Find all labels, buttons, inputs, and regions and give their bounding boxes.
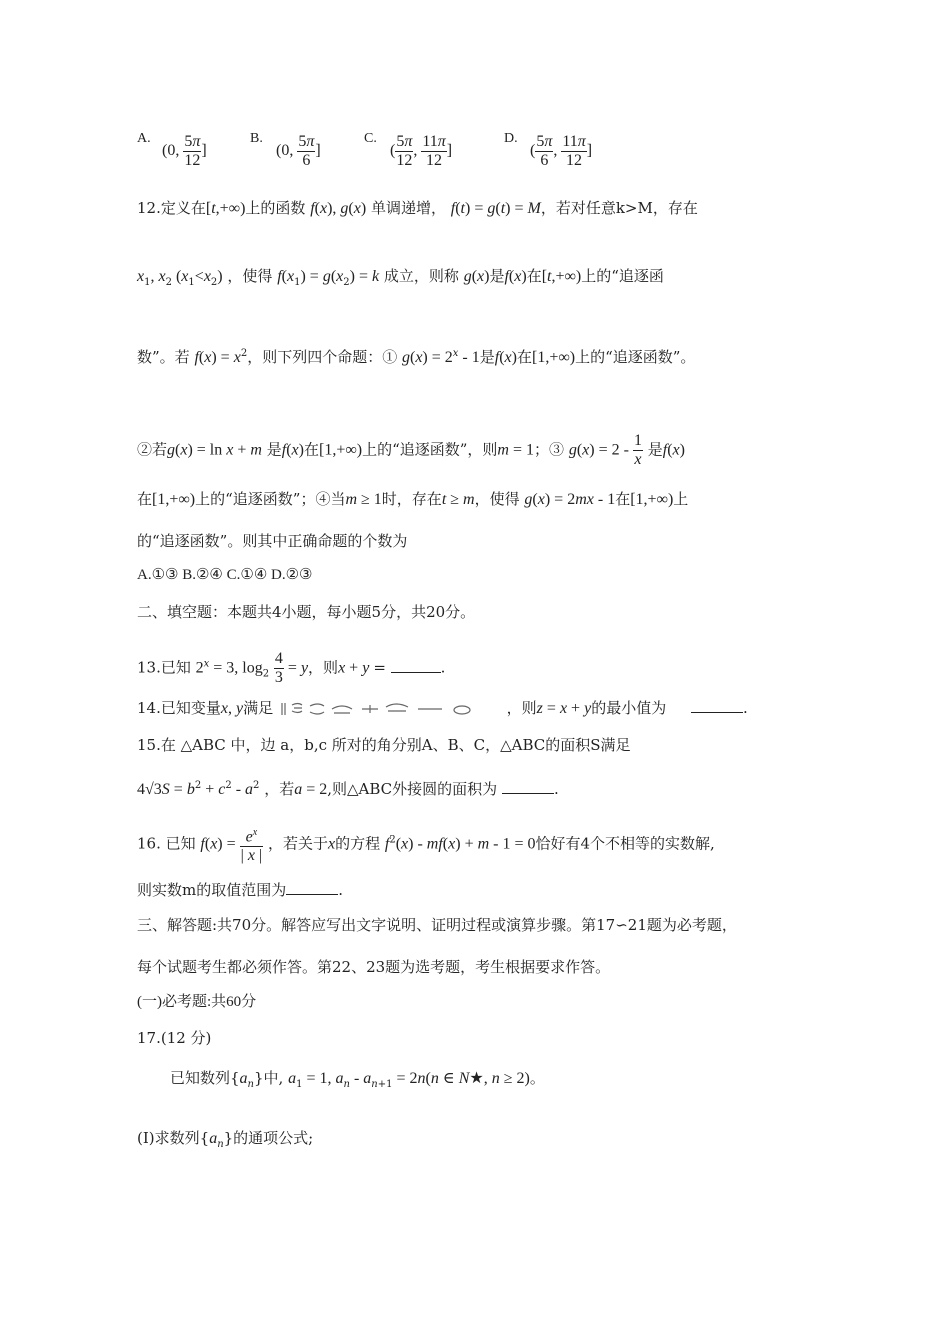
text: 上的函数	[245, 199, 306, 217]
text: .	[440, 658, 446, 677]
section-2-heading: 二、填空题：本题共4小题，每小题5分，共20分。	[137, 603, 476, 621]
text: 在	[137, 490, 153, 508]
text: }中,	[254, 1069, 284, 1087]
option-a-interval: (0, $\frac{5\pi}{12}$ ]	[162, 133, 207, 169]
q17-title: 17.(12 分)	[137, 1029, 212, 1047]
text: ，使得	[474, 490, 520, 508]
q14: 14.已知变量x, y满足 ，则z = x + y的最小值为 .	[137, 699, 748, 717]
option-b-label: B.	[250, 131, 263, 146]
text: 的最小值为	[591, 699, 667, 717]
option-d-label: D.	[504, 131, 518, 146]
option-d-interval: ( $\frac{5\pi}{6}$ , $\frac{11\pi}{12}$ ]	[530, 133, 593, 169]
text: ，若	[264, 780, 295, 798]
text: 16. 已知	[137, 834, 196, 853]
text: ,则△ABC外接圆的面积为	[327, 780, 498, 798]
answer-blank	[286, 880, 338, 895]
q15-line-1: 15.在 △ABC 中，边 a，b,c 所对的角分别A、B、C，△ABC的面积S满足	[137, 736, 631, 754]
text: ，则	[308, 658, 339, 677]
q16-line-1: 16. 已知 f(x) = $\frac{e^x}{| x |}$ ，若关于x的方程 $f^2(x) - mf(x) + m - 1 = 0$恰好有4个不相等的实数解,	[137, 824, 715, 865]
text: ，则下列四个命题：①	[247, 348, 398, 366]
text: 恰好有4个不相等的实数解,	[535, 834, 715, 853]
text: 在	[303, 440, 319, 459]
option-a-label: A.	[137, 131, 151, 146]
garbled-constraint-image	[278, 701, 502, 717]
text: 则实数m的取值范围为	[137, 881, 287, 899]
text: 在	[526, 267, 542, 285]
text: ，若关于	[267, 834, 328, 853]
text: 在	[516, 348, 532, 366]
text: ，若对任意k>M，存在	[540, 199, 698, 217]
q17-statement: 已知数列$\{a_n\}$中, $a_1 = 1$, $a_n - a_{n+1} = 2n(n$ ∈ N★, n ≥ 2)。	[170, 1069, 545, 1090]
text: 是	[479, 348, 495, 366]
text: 成立，则称	[383, 267, 459, 285]
text: =	[373, 658, 386, 677]
q12-line-4: ②若g(x) = ln x + m 是f(x)在[1,+∞)上的“追逐函数”，则m = 1；③ g(x) = 2 - $\frac{1}{x}$ 是f(x)	[137, 432, 685, 468]
text: 数”。若	[137, 348, 190, 366]
text: 12.定义在	[137, 199, 206, 217]
answer-blank	[391, 658, 441, 673]
text: 单调递增，	[370, 199, 446, 217]
text: 是	[266, 440, 282, 459]
text: ②若	[137, 440, 168, 459]
section-3-line-2: 每个试题考生都必须作答。第22、23题为选考题，考生根据要求作答。	[137, 958, 611, 976]
q12-line-5: 在[1,+∞)上的“追逐函数”；④当m ≥ 1时，存在t ≥ m，使得 g(x) = 2mx - 1在[1,+∞)上	[137, 490, 689, 508]
section-3-line-1: 三、解答题:共70分。解答应写出文字说明、证明过程或演算步骤。第17∽21题为必考题，	[137, 916, 737, 934]
text: ，使得	[227, 267, 273, 285]
q12-line-6: 的“追逐函数”。则其中正确命题的个数为	[137, 532, 408, 550]
text: 是	[489, 267, 505, 285]
text: 在	[615, 490, 631, 508]
option-c-interval: ( $\frac{5\pi}{12}$ , $\frac{11\pi}{12}$ ]	[390, 133, 453, 169]
q16-line-2	[137, 880, 343, 900]
text: 上的“追逐函数”，则	[362, 440, 498, 459]
text: ；③	[534, 440, 565, 459]
text: 的方程	[335, 834, 381, 853]
text: 上	[673, 490, 689, 508]
text: 上的“追逐函数”。	[575, 348, 696, 366]
q12-line-3: 数”。若 $f(x) = x^2$，则下列四个命题：① $g(x) = 2^x - 1$是f(x)在[1,+∞)上的“追逐函数”。	[137, 348, 696, 366]
q12-line-2: $x_1$, $x_2$ $(x_1<x_2)$ ，使得 $f(x_1) = g(x_2) = k$ 成立，则称 g(x)是f(x)在[t,+∞)上的“追逐函	[137, 267, 664, 288]
text: 13.已知	[137, 658, 191, 677]
required-heading: (一)必考题:共60分	[137, 994, 257, 1010]
text: .	[338, 881, 344, 899]
answer-blank	[502, 779, 554, 794]
text: 14.已知变量	[137, 699, 221, 717]
answer-blank	[691, 698, 743, 713]
text: .	[553, 780, 559, 798]
option-b-interval: (0, $\frac{5\pi}{6}$ ]	[276, 133, 321, 169]
text: 是	[647, 440, 663, 459]
text: 时，存在	[381, 490, 442, 508]
option-c-label: C.	[364, 131, 377, 146]
text: 上的“追逐函	[581, 267, 664, 285]
q15-line-2: $4√3S = b^2 + c^2 - a^2$ ，若a = 2,则△ABC外接圆的面积为 .	[137, 780, 559, 798]
text: 。	[529, 1069, 545, 1087]
text: .	[742, 699, 748, 717]
q12-options: A.①③ B.②④ C.①④ D.②③	[137, 567, 313, 583]
text: 满足	[243, 699, 274, 717]
text: (I)求数列{	[137, 1129, 210, 1147]
text: 上的“追逐函数”；④当	[195, 490, 346, 508]
text: }的通项公式;	[223, 1129, 314, 1147]
q13: 13.已知 $2^x = 3$, $\log_2$ $\frac{4}{3}$ = y，则x + y = .	[137, 650, 446, 686]
text: ，则	[506, 699, 537, 717]
text: 已知数列{	[170, 1069, 240, 1087]
q17-part-1: (I)求数列$\{a_n\}$的通项公式;	[137, 1129, 314, 1150]
q12-line-1: 12.定义在[t,+∞)上的函数 f(x), g(x) 单调递增， f(t) = g(t) = M，若对任意k>M，存在	[137, 199, 698, 217]
